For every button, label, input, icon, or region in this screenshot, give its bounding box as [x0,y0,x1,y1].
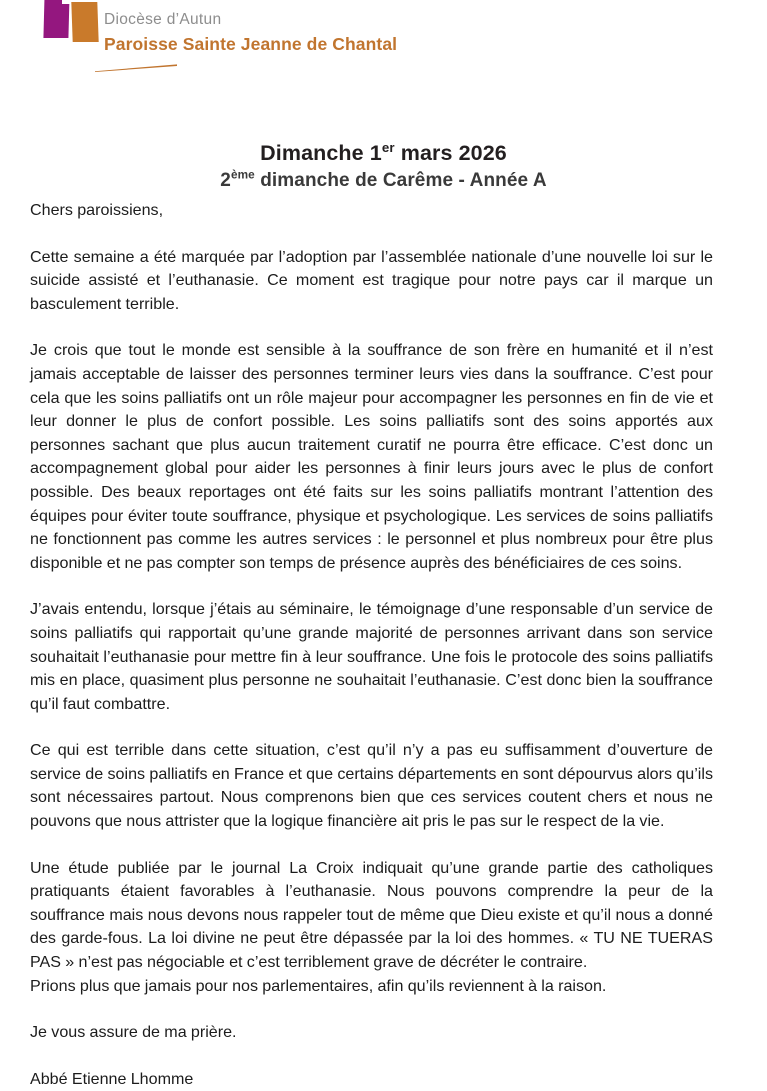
title-date-suffix: mars 2026 [394,141,507,165]
subtitle-text: dimanche de Carême - Année A [254,170,547,191]
logo-purple-shape [43,0,69,38]
subtitle-ordinal: ème [230,168,255,182]
letter-body [30,199,713,1091]
prayer-line: Prions plus que jamais pour nos parlementaires, afin qu’ils reviennent à la raison. [30,976,607,995]
page-subtitle [0,167,767,194]
salutation: Chers paroissiens, [30,201,164,219]
title-date-prefix: Dimanche 1 [260,141,382,165]
paragraph-1: Cette semaine a été marquée par l’adoption par l’assemblée nationale d’une nouvelle loi sur le suicide assisté et l’euthanasie. Ce moment est tragique pour notre pays car il marque un basculement terrible. [30,247,713,313]
parish-logo-mark [44,0,102,44]
paragraph-2: Je crois que tout le monde est sensible à la souffrance de son frère en humanité et il n’est jamais acceptable de laisser des personnes terminer leurs vies dans la souffrance. C’est pour cela que les soins palliatifs ont un rôle majeur pour accompagner les personnes en fin de vie et leur donner le plus de confort possible. Les soins palliatifs sont des soins apportés aux personnes sachant que plus aucun traitement curatif ne pourra être efficace. C’est donc un accompagnement global pour aider les personnes à finir leurs jours avec le plus de confort possible. Des beaux reportages ont été faits sur les soins palliatifs montrant l’attention des équipes pour éviter toute souffrance, physique et psychologique. Les services de soins palliatifs ne fonctionnent pas comme les autres services : le personnel et plus nombreux pour être plus disponible et ne pas compter son temps de présence auprès des bénéficiaires de ces soins. [30,341,713,572]
paragraph-4: Ce qui est terrible dans cette situation, c’est qu’il n’y a pas eu suffisamment d’ouverture de service de soins palliatifs en France et que certains départements en sont dépourvus alors qu’ils sont nécessaires partout. Nous comprenons bien que ces services coutent chers et nous ne pouvons que nous attrister que la logique financière ait pris le pas sur le respect de la vie. [30,741,713,831]
diocese-name: Diocèse d’Autun [104,11,222,28]
page-title [0,140,767,167]
subtitle-number: 2 [220,170,231,191]
logo-orange-shape [71,2,98,42]
paragraph-5: Une étude publiée par le journal La Croix indiquait qu’une grande partie des catholiques pratiquants étaient favorables à l’euthanasie. Nous pouvons comprendre la peur de la souffrance mais nous devons nous rappeler tout de même que Dieu existe et qu’il nous a donné des garde-fous. La loi divine ne peut être dépassée par la loi des hommes. « TU NE TUERAS PAS » n’est pas négociable et c’est terriblement grave de décréter le contraire. [30,858,713,972]
paragraph-3: J’avais entendu, lorsque j’étais au séminaire, le témoignage d’une responsable d’un service de soins palliatifs qui rapportait qu’une grande majorité de personnes arrivant dans son service souhaitait l’euthanasie pour mettre fin à leur souffrance. Une fois le protocole des soins palliatifs mis en place, quasiment plus personne ne souhaitait l’euthanasie. C’est donc bien la souffrance qu’il faut combattre. [30,600,713,713]
title-date-ordinal: er [381,139,395,155]
logo-underline-stroke [95,64,177,72]
parish-name: Paroisse Sainte Jeanne de Chantal [104,34,398,54]
closing-line: Je vous assure de ma prière. [30,1023,237,1042]
letterhead-text-group [104,10,524,55]
signature: Abbé Etienne Lhomme [30,1069,194,1088]
letterhead [0,0,767,88]
document-title-block [0,140,767,194]
